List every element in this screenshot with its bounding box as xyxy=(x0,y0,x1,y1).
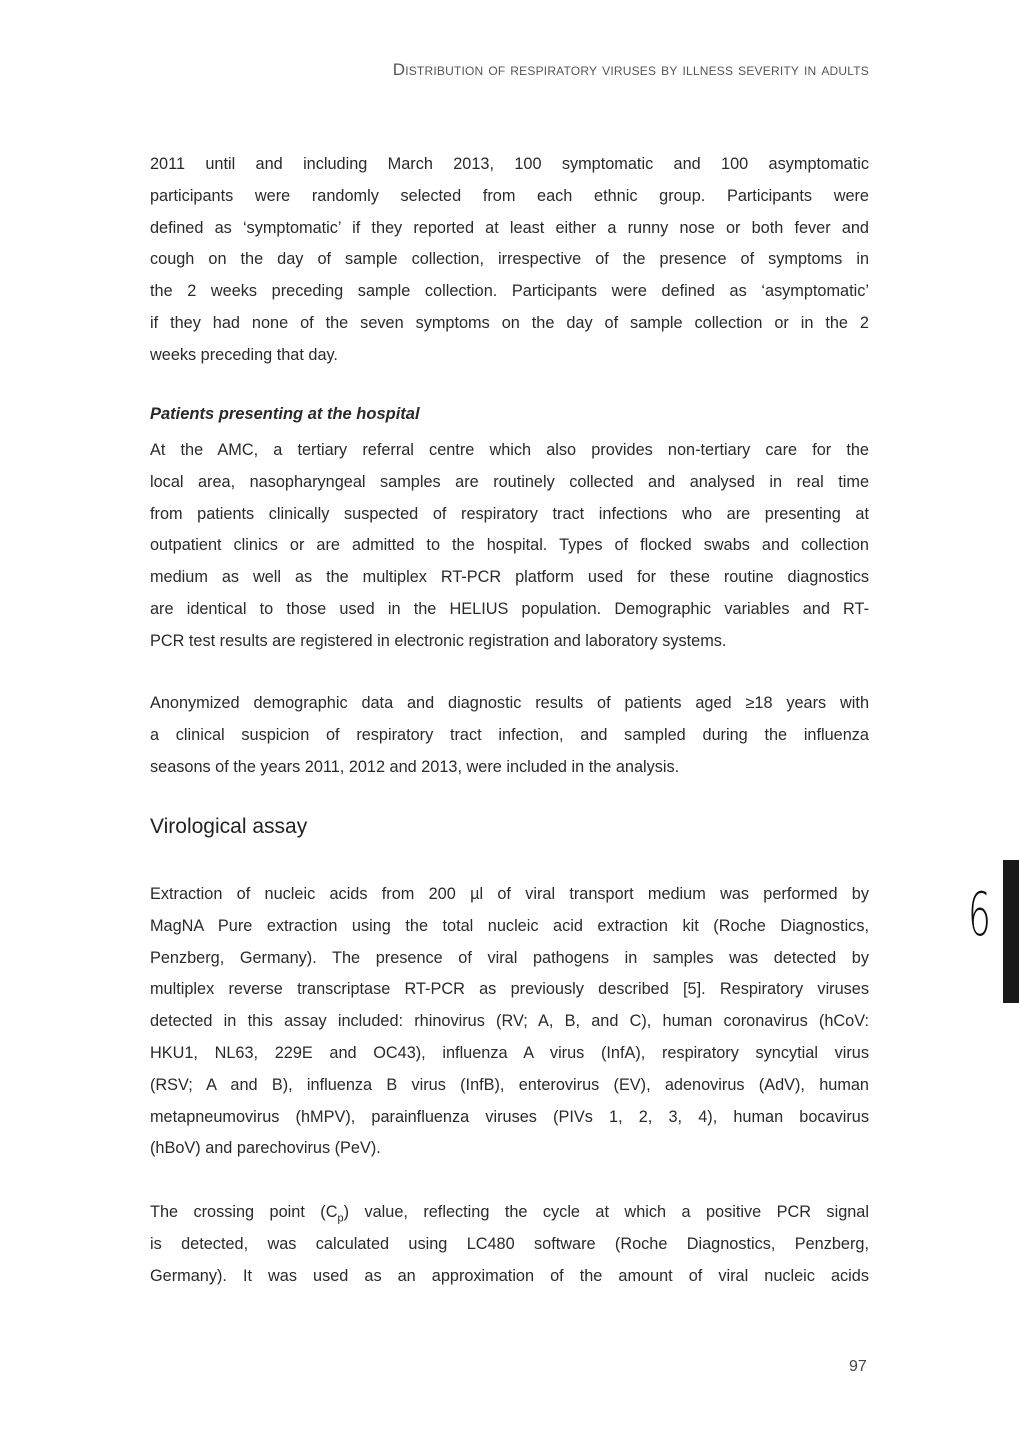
text-line: At the AMC, a tertiary referral centre which also provides non-tertiary care for the xyxy=(150,441,869,459)
text-line: local area, nasopharyngeal samples are routinely collected and analysed in real time xyxy=(150,472,869,491)
text-span: The crossing point (C xyxy=(150,1203,338,1221)
text-line: detected in this assay included: rhinovirus (RV; A, B, and C), human coronavirus (hCoV: xyxy=(150,1012,869,1031)
text-line: Anonymized demographic data and diagnostic results of patients aged ≥18 years with xyxy=(150,694,869,712)
paragraph-crossing-point xyxy=(150,1197,869,1292)
text-line: the 2 weeks preceding sample collection. Participants were defined as ‘asymptomatic’ xyxy=(150,282,869,301)
text-line: MagNA Pure extraction using the total nucleic acid extraction kit (Roche Diagnostics, xyxy=(150,916,869,935)
text-line: outpatient clinics or are admitted to the hospital. Types of flocked swabs and collection xyxy=(150,536,869,555)
chapter-number: 6 xyxy=(968,880,991,950)
text-line: if they had none of the seven symptoms on the day of sample collection or in the 2 xyxy=(150,313,869,332)
text-line: from patients clinically suspected of respiratory tract infections who are presenting at xyxy=(150,504,869,523)
text-line: is detected, was calculated using LC480 software (Roche Diagnostics, Penzberg, xyxy=(150,1234,869,1253)
text-line: (hBoV) and parechovirus (PeV). xyxy=(150,1139,381,1158)
text-line: Extraction of nucleic acids from 200 µl of viral transport medium was performed by xyxy=(150,885,869,903)
chapter-thumb-tab xyxy=(1003,860,1019,1003)
text-line: metapneumovirus (hMPV), parainfluenza viruses (PIVs 1, 2, 3, 4), human bocavirus xyxy=(150,1107,869,1126)
text-line: Penzberg, Germany). The presence of viral pathogens in samples was detected by xyxy=(150,948,869,967)
text-line: weeks preceding that day. xyxy=(150,345,338,364)
subscript-p: p xyxy=(337,1212,344,1225)
subheading-patients-hospital: Patients presenting at the hospital xyxy=(150,405,420,423)
running-header: Distribution of respiratory viruses by illness severity in adults xyxy=(392,60,869,79)
paragraph-participants xyxy=(150,149,869,372)
text-line: HKU1, NL63, 229E and OC43), influenza A virus (InfA), respiratory syncytial virus xyxy=(150,1043,869,1062)
text-line: cough on the day of sample collection, irrespective of the presence of symptoms in xyxy=(150,250,869,269)
text-line xyxy=(150,1197,869,1229)
page-number: 97 xyxy=(849,1358,867,1375)
text-line: are identical to those used in the HELIUS population. Demographic variables and RT- xyxy=(150,599,869,618)
text-line: a clinical suspicion of respiratory tract infection, and sampled during the influenza xyxy=(150,725,869,744)
text-span: ) value, reflecting the cycle at which a positive PCR signal xyxy=(343,1203,869,1221)
text-line: (RSV; A and B), influenza B virus (InfB), enterovirus (EV), adenovirus (AdV), human xyxy=(150,1075,869,1094)
text-line: 2011 until and including March 2013, 100 symptomatic and 100 asymptomatic xyxy=(150,155,869,173)
text-line: PCR test results are registered in electronic registration and laboratory systems. xyxy=(150,631,727,650)
paragraph-hospital xyxy=(150,435,869,658)
text-line: seasons of the years 2011, 2012 and 2013, were included in the analysis. xyxy=(150,757,680,776)
paragraph-anonymized-data xyxy=(150,688,869,783)
text-line: participants were randomly selected from each ethnic group. Participants were xyxy=(150,186,869,205)
text-line: Germany). It was used as an approximation of the amount of viral nucleic acids xyxy=(150,1266,869,1285)
paragraph-extraction xyxy=(150,879,869,1165)
text-line: medium as well as the multiplex RT-PCR platform used for these routine diagnostics xyxy=(150,568,869,587)
section-heading-virological-assay: Virological assay xyxy=(150,815,308,838)
text-line: defined as ‘symptomatic’ if they reported at least either a runny nose or both fever and xyxy=(150,218,869,237)
text-line: multiplex reverse transcriptase RT-PCR as previously described [5]. Respiratory viruses xyxy=(150,980,869,999)
